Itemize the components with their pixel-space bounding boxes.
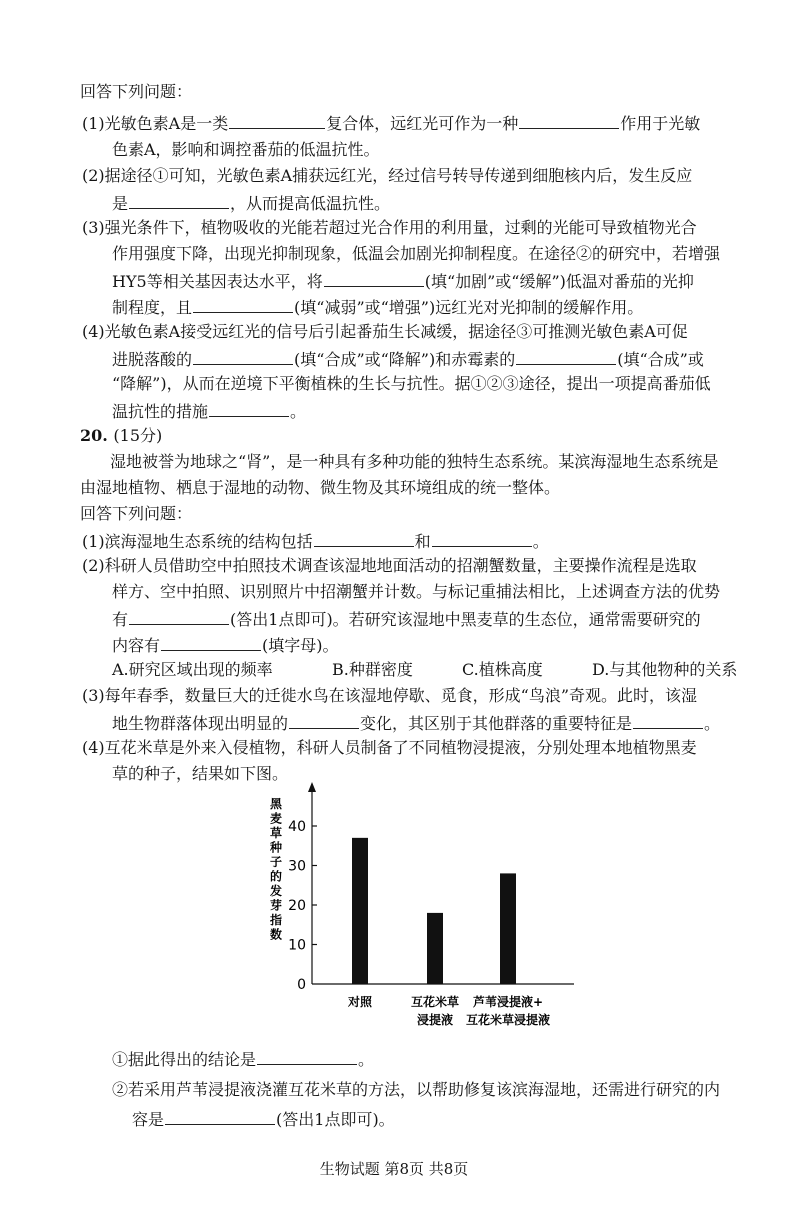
q20-sub2-line1: ②若采用芦苇浸提液浇灌互花米草的方法，以帮助修复该滨海湿地，还需进行研究的内 (112, 1080, 721, 1099)
answer-blank[interactable] (129, 192, 229, 209)
y-axis-label (269, 797, 283, 942)
q20-part2-line3: 有 (答出1点即可)。若研究该湿地中黑麦草的生态位，通常需要研究的 (112, 610, 701, 629)
q20-option-c: C.植株高度 (462, 660, 543, 679)
q20-option-d: D.与其他物种的关系 (592, 660, 738, 679)
q20-part4-line2: 草的种子，结果如下图。 (112, 764, 289, 783)
y-axis-label-char: 指 (269, 913, 283, 927)
answer-blank[interactable] (633, 712, 703, 729)
answer-blank[interactable] (193, 348, 293, 365)
answer-blank[interactable] (516, 348, 616, 365)
y-axis-label-char: 种 (269, 840, 283, 855)
answer-blank[interactable] (314, 530, 414, 547)
y-tick-label: 0 (297, 977, 306, 993)
q20-part3-line2: 地生物群落体现出明显的 变化，其区别于其他群落的重要特征是 。 (112, 714, 721, 733)
y-axis-label-char: 草 (269, 826, 283, 840)
x-tick-label: 芦苇浸提液+ (472, 995, 544, 1009)
x-tick-label: 浸提液 (416, 1013, 454, 1027)
q19-part1-line1: (1)光敏色素A是一类 复合体，远红光可作为一种 作用于光敏 (82, 114, 701, 133)
q20-sub2-line2: 容是 (答出1点即可)。 (132, 1110, 395, 1129)
x-tick-label: 互花米草 (410, 995, 460, 1009)
q20-part2-line4: 内容有 (填字母)。 (112, 636, 339, 655)
bar (500, 873, 516, 984)
answer-blank[interactable] (289, 712, 359, 729)
q19-part3-line2: 作用强度下降，出现光抑制现象，低温会加剧光抑制程度。在途径②的研究中，若增强 (112, 244, 721, 263)
answer-prompt: 回答下列问题： (80, 82, 193, 101)
q20-intro-line1: 湿地被誉为地球之“肾”，是一种具有多种功能的独特生态系统。某滨海湿地生态系统是 (110, 452, 719, 471)
y-axis-label-char: 芽 (269, 898, 283, 913)
q20-option-a: A.研究区域出现的频率 (112, 660, 273, 679)
q19-part4-line3: “降解”)，从而在逆境下平衡植株的生长与抗性。据①②③途径，提出一项提高番茄低 (112, 374, 711, 393)
q19-part1-line2: 色素A，影响和调控番茄的低温抗性。 (112, 140, 380, 159)
q19-part4-line1: (4)光敏色素A接受远红光的信号后引起番茄生长减缓，据途径③可推测光敏色素A可促 (82, 322, 688, 341)
q20-part4-line1: (4)互花米草是外来入侵植物，科研人员制备了不同植物浸提液，分别处理本地植物黑麦 (82, 738, 697, 757)
answer-blank[interactable] (193, 296, 293, 313)
answer-blank[interactable] (161, 634, 261, 651)
answer-blank[interactable] (129, 608, 229, 625)
q19-part3-line4: 制程度，且 (填“减弱”或“增强”)远红光对光抑制的缓解作用。 (112, 298, 644, 317)
y-tick-label: 10 (288, 937, 306, 954)
answer-blank[interactable] (432, 530, 532, 547)
y-axis-label-char: 子 (269, 855, 283, 869)
q19-part3-line3: HY5等相关基因表达水平，将 (填“加剧”或“缓解”)低温对番茄的光抑 (112, 272, 694, 291)
y-tick-label: 20 (288, 898, 306, 914)
y-axis-label-char: 的 (269, 869, 283, 884)
q19-part4-line2: 进脱落酸的 (填“合成”或“降解”)和赤霉素的 (填“合成”或 (112, 350, 704, 369)
bar (352, 838, 368, 984)
y-axis-arrow (308, 782, 316, 792)
answer-blank[interactable] (324, 270, 424, 287)
q19-part3-line1: (3)强光条件下，植物吸收的光能若超过光合作用的利用量，过剩的光能可导致植物光合 (82, 218, 697, 237)
answer-blank[interactable] (165, 1108, 275, 1125)
y-axis-label-char: 数 (269, 927, 283, 942)
answer-blank[interactable] (257, 1048, 357, 1065)
q20-heading: 20. (15分) (80, 426, 163, 445)
q19-part2-line1: (2)据途径①可知，光敏色素A捕获远红光，经过信号转导传递到细胞核内后，发生反应 (82, 166, 693, 185)
q20-sub1: ①据此得出的结论是 。 (112, 1050, 375, 1069)
y-axis-label-char: 黑 (269, 797, 283, 811)
y-tick-label: 40 (288, 819, 306, 835)
q20-part1: (1)滨海湿地生态系统的结构包括 和 。 (82, 532, 549, 551)
q20-part3-line1: (3)每年春季，数量巨大的迁徙水鸟在该湿地停歇、觅食，形成“鸟浪”奇观。此时，该湿 (82, 686, 698, 705)
answer-blank[interactable] (209, 400, 289, 417)
q19-part2-line2: 是 ，从而提高低温抗性。 (112, 194, 391, 213)
bar (427, 913, 443, 984)
germination-bar-chart (262, 778, 592, 1040)
x-tick-label: 对照 (347, 995, 373, 1009)
y-axis-label-char: 麦 (269, 811, 283, 826)
answer-blank[interactable] (519, 112, 619, 129)
x-tick-label: 互花米草浸提液 (465, 1013, 551, 1027)
q20-intro-line2: 由湿地植物、栖息于湿地的动物、微生物及其环境组成的统一整体。 (80, 478, 561, 497)
page-footer: 生物试题 第8页 共8页 (319, 1160, 469, 1178)
answer-blank[interactable] (229, 112, 325, 129)
y-tick-label: 30 (288, 858, 306, 875)
q20-part2-line2: 样方、空中拍照、识别照片中招潮蟹并计数。与标记重捕法相比，上述调查方法的优势 (112, 582, 721, 601)
q20-answer-prompt: 回答下列问题： (80, 504, 193, 523)
q19-part4-line4: 温抗性的措施 。 (112, 402, 307, 421)
q20-part2-line1: (2)科研人员借助空中拍照技术调查该湿地地面活动的招潮蟹数量，主要操作流程是选取 (82, 556, 697, 575)
y-axis-label-char: 发 (269, 884, 283, 898)
q20-option-b: B.种群密度 (332, 660, 413, 679)
